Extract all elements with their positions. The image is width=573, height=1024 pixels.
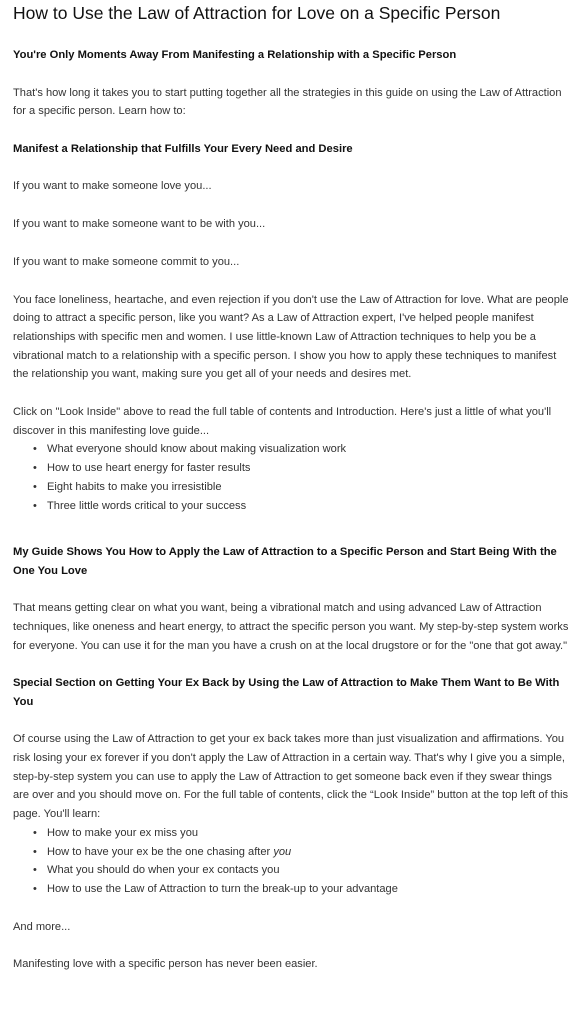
list-item: • How to make your ex miss you xyxy=(33,824,571,843)
means-paragraph: That means getting clear on what you want, being a vibrational match and using advanced Law of Attraction techniques, like oneness and heart energy, to attract the specific person you want. My step-by-step system works for everyone. You can use it for the man you have a crush on at the local drugstore or for the "one that got away." xyxy=(13,602,569,652)
face-paragraph: You face loneliness, heartache, and even rejection if you don't use the Law of Attraction for love. What are people doing to attract a specific person, like you want? As a Law of Attraction expert, I've helped people manifest relationships with specific men and women. I use little-known Law of Attraction techniques to help you be a vibrational match to a relationship with a specific person. I show you how to apply these techniques to manifest the relationship you want, making sure you get all of your needs and desires met. xyxy=(13,293,569,381)
list-item: • What you should do when your ex contacts you xyxy=(33,861,571,880)
manifest-heading: Manifest a Relationship that Fulfills Your Every Need and Desire xyxy=(13,142,353,155)
course-paragraph: Of course using the Law of Attraction to get your ex back takes more than just visualization and affirmations. You risk losing your ex forever if you don't apply the Law of Attraction in a certain way. That's why I give you a simple, step-by-step system you can use to apply the Law of Attraction to get someone back even if they swear things are over and you should move on. For the full table of contents, click the “Look Inside” button at the top left of this page. You'll learn: xyxy=(13,733,569,821)
love-paragraph: If you want to make someone love you... xyxy=(13,180,212,193)
list-item: • Eight habits to make you irresistible xyxy=(33,478,571,497)
closing-paragraph: Manifesting love with a specific person has never been easier. xyxy=(13,958,318,971)
click-paragraph: Click on "Look Inside" above to read the full table of contents and Introduction. Here's just a little of what you'll discover in this manifesting love guide... xyxy=(13,406,552,437)
special-section-heading: Special Section on Getting Your Ex Back by Using the Law of Attraction to Make Them Want to Be With You xyxy=(13,677,560,708)
learn-list xyxy=(13,824,571,899)
list-item xyxy=(33,843,571,862)
list-item: • Three little words critical to your success xyxy=(33,497,571,516)
list-item-text: How to have your ex be the one chasing after xyxy=(47,845,271,858)
list-item-emphasis: you xyxy=(273,845,292,858)
discover-list xyxy=(13,440,571,515)
page-title: How to Use the Law of Attraction for Love on a Specific Person xyxy=(13,3,501,23)
guide-heading: My Guide Shows You How to Apply the Law of Attraction to a Specific Person and Start Being With the One You Love xyxy=(13,546,557,577)
want-paragraph: If you want to make someone want to be with you... xyxy=(13,218,266,231)
more-paragraph: And more... xyxy=(13,920,71,933)
intro-heading: You're Only Moments Away From Manifesting a Relationship with a Specific Person xyxy=(13,49,457,61)
commit-paragraph: If you want to make someone commit to you... xyxy=(13,255,240,268)
intro-paragraph: That's how long it takes you to start putting together all the strategies in this guide on using the Law of Attraction for a specific person. Learn how to: xyxy=(13,86,562,118)
list-item: • How to use the Law of Attraction to turn the break-up to your advantage xyxy=(33,880,571,899)
list-item: • How to use heart energy for faster results xyxy=(33,459,571,478)
list-item: • What everyone should know about making visualization work xyxy=(33,440,571,459)
